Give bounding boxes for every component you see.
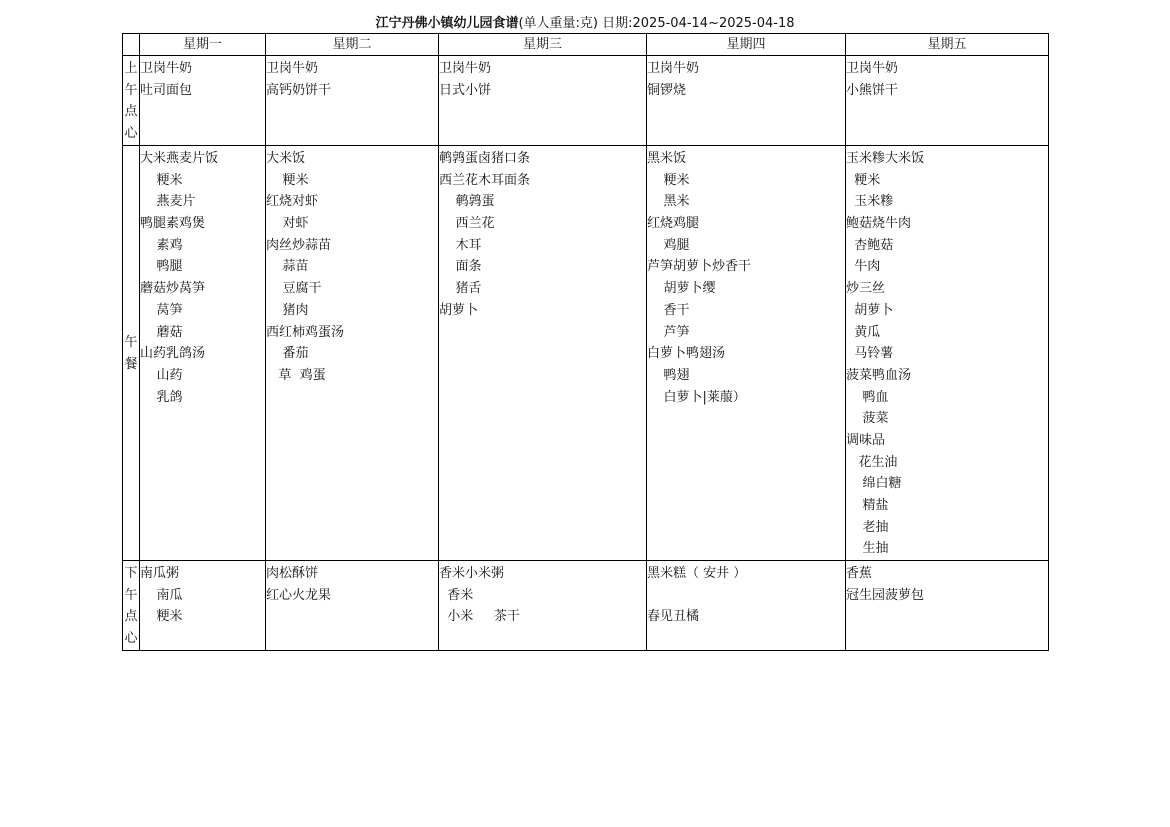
day-header-monday: 星期一 bbox=[140, 34, 266, 56]
menu-item: 粳米 bbox=[140, 609, 183, 625]
menu-item: 红烧鸡腿 bbox=[647, 216, 700, 232]
menu-item: 花生油 bbox=[846, 454, 898, 470]
menu-item: 肉丝炒蒜苗 bbox=[266, 237, 332, 253]
menu-item: 胡萝卜 bbox=[439, 302, 479, 318]
menu-item: 菠菜 bbox=[846, 411, 889, 427]
menu-item: 草 鸡蛋 bbox=[266, 367, 326, 383]
menu-item: 肉松酥饼 bbox=[266, 566, 319, 582]
menu-item: 西红柿鸡蛋汤 bbox=[266, 324, 345, 340]
menu-item: 小熊饼干 bbox=[846, 82, 899, 98]
menu-item: 绵白糖 bbox=[846, 476, 902, 492]
menu-item: 菠菜鸭血汤 bbox=[846, 367, 912, 383]
header-row bbox=[123, 34, 1049, 56]
menu-item: 粳米 bbox=[846, 172, 881, 188]
meal-label-char: 点 bbox=[124, 104, 138, 120]
meal-label-char: 午 bbox=[124, 587, 138, 603]
meal-label bbox=[123, 561, 140, 651]
menu-cell-monday bbox=[140, 146, 266, 561]
menu-item: 南瓜粥 bbox=[140, 566, 180, 582]
menu-cell-friday bbox=[846, 146, 1049, 561]
menu-item: 白萝卜鸭翅汤 bbox=[647, 346, 726, 362]
meal-label-char: 心 bbox=[124, 126, 138, 142]
corner-cell bbox=[123, 34, 140, 56]
menu-item: 生抽 bbox=[846, 541, 889, 557]
menu-cell-wednesday bbox=[439, 56, 647, 146]
menu-item: 鸭翅 bbox=[647, 367, 690, 383]
menu-item: 蒜苗 bbox=[266, 259, 309, 275]
menu-item: 老抽 bbox=[846, 519, 889, 535]
menu-item: 黑米糕（ 安井 ） bbox=[647, 566, 747, 582]
menu-item: 卫岗牛奶 bbox=[647, 61, 700, 76]
meal-label-char: 午 bbox=[124, 82, 138, 98]
menu-item: 精盐 bbox=[846, 498, 889, 513]
menu-item: 南瓜 bbox=[140, 587, 183, 603]
menu-item: 鸭血 bbox=[846, 389, 889, 405]
menu-item: 香蕉 bbox=[846, 566, 873, 582]
menu-item: 日式小饼 bbox=[439, 82, 492, 98]
menu-item: 黑米 bbox=[647, 194, 690, 210]
lunch-row bbox=[123, 146, 1049, 561]
menu-cell-thursday bbox=[647, 146, 846, 561]
menu-item: 猪舌 bbox=[439, 281, 482, 297]
menu-item: 山药 bbox=[140, 367, 183, 383]
menu-item: 卫岗牛奶 bbox=[439, 61, 492, 76]
menu-cell-thursday bbox=[647, 561, 846, 651]
meal-label bbox=[123, 56, 140, 146]
menu-cell-tuesday bbox=[266, 561, 439, 651]
kindergarten-name: 江宁丹佛小镇幼儿园食谱 bbox=[375, 16, 519, 31]
menu-item: 红烧对虾 bbox=[266, 194, 319, 210]
menu-date-range: (单人重量:克) 日期:2025-04-14~2025-04-18 bbox=[518, 16, 795, 31]
menu-cell-thursday bbox=[647, 56, 846, 146]
day-header-thursday: 星期四 bbox=[647, 34, 846, 56]
menu-item: 乳鸽 bbox=[140, 389, 183, 405]
afternoon-snack-row bbox=[123, 561, 1049, 651]
menu-cell-tuesday bbox=[266, 146, 439, 561]
menu-item: 大米饭 bbox=[266, 151, 306, 166]
menu-item: 香米 bbox=[439, 587, 474, 603]
meal-label-char: 餐 bbox=[124, 357, 138, 373]
menu-cell-monday bbox=[140, 561, 266, 651]
menu-cell-friday bbox=[846, 56, 1049, 146]
menu-item: 蘑菇 bbox=[140, 324, 183, 340]
menu-item: 胡萝卜缨 bbox=[647, 281, 716, 297]
menu-item: 杏鲍菇 bbox=[846, 237, 894, 253]
meal-label-char: 点 bbox=[124, 609, 138, 625]
menu-item bbox=[647, 585, 845, 607]
menu-item: 素鸡 bbox=[140, 237, 183, 253]
weekly-menu-table bbox=[122, 33, 1049, 651]
meal-label-char: 下 bbox=[124, 566, 138, 582]
morning-snack-row bbox=[123, 56, 1049, 146]
menu-cell-wednesday bbox=[439, 146, 647, 561]
menu-item: 牛肉 bbox=[846, 259, 881, 275]
menu-item: 面条 bbox=[439, 259, 482, 275]
menu-cell-friday bbox=[846, 561, 1049, 651]
menu-item: 粳米 bbox=[647, 172, 690, 188]
menu-item: 卫岗牛奶 bbox=[140, 61, 193, 76]
menu-item: 冠生园菠萝包 bbox=[846, 587, 925, 603]
menu-item: 玉米糁 bbox=[846, 194, 894, 210]
menu-item: 吐司面包 bbox=[140, 82, 193, 98]
menu-item: 鹌鹑蛋 bbox=[439, 194, 495, 210]
menu-item: 黄瓜 bbox=[846, 324, 881, 340]
day-header-friday: 星期五 bbox=[846, 34, 1049, 56]
menu-item: 猪肉 bbox=[266, 302, 309, 318]
menu-item: 粳米 bbox=[140, 172, 183, 188]
menu-item: 对虾 bbox=[266, 216, 309, 232]
menu-item: 燕麦片 bbox=[140, 194, 196, 210]
menu-cell-wednesday bbox=[439, 561, 647, 651]
menu-item: 铜锣烧 bbox=[647, 82, 687, 98]
menu-item: 马铃薯 bbox=[846, 346, 894, 362]
menu-item: 鸭腿素鸡煲 bbox=[140, 216, 206, 232]
menu-item: 番茄 bbox=[266, 346, 309, 362]
menu-item: 山药乳鸽汤 bbox=[140, 346, 206, 362]
menu-item: 莴笋 bbox=[140, 302, 183, 318]
menu-item: 大米燕麦片饭 bbox=[140, 151, 219, 166]
menu-item: 卫岗牛奶 bbox=[846, 61, 899, 76]
menu-item: 调味品 bbox=[846, 432, 886, 448]
meal-label-char: 上 bbox=[124, 61, 138, 76]
menu-item: 炒三丝 bbox=[846, 281, 886, 297]
menu-item: 豆腐干 bbox=[266, 281, 322, 297]
day-header-tuesday: 星期二 bbox=[266, 34, 439, 56]
menu-item: 芦笋 bbox=[647, 324, 690, 340]
menu-item: 小米 茶干 bbox=[439, 609, 520, 625]
menu-item: 春见丑橘 bbox=[647, 609, 700, 625]
menu-item: 木耳 bbox=[439, 237, 482, 253]
menu-title bbox=[0, 15, 1170, 33]
menu-item: 鲍菇烧牛肉 bbox=[846, 216, 912, 232]
menu-item: 鸡腿 bbox=[647, 237, 690, 253]
menu-item: 胡萝卜 bbox=[846, 302, 894, 318]
menu-item: 红心火龙果 bbox=[266, 587, 332, 603]
menu-item: 西兰花木耳面条 bbox=[439, 172, 531, 188]
menu-item: 蘑菇炒莴笋 bbox=[140, 281, 206, 297]
menu-item: 鸭腿 bbox=[140, 259, 183, 275]
menu-item: 黑米饭 bbox=[647, 151, 687, 166]
menu-item: 香米小米粥 bbox=[439, 566, 505, 582]
menu-item: 卫岗牛奶 bbox=[266, 61, 319, 76]
meal-label-char: 午 bbox=[124, 335, 138, 351]
meal-label-char: 心 bbox=[124, 631, 138, 647]
menu-item: 白萝卜|莱菔） bbox=[647, 389, 746, 405]
menu-item: 高钙奶饼干 bbox=[266, 82, 332, 98]
menu-cell-monday bbox=[140, 56, 266, 146]
day-header-wednesday: 星期三 bbox=[439, 34, 647, 56]
menu-item: 粳米 bbox=[266, 172, 309, 188]
menu-item: 香干 bbox=[647, 302, 690, 318]
menu-cell-tuesday bbox=[266, 56, 439, 146]
menu-item: 玉米糁大米饭 bbox=[846, 151, 925, 166]
menu-item: 西兰花 bbox=[439, 216, 495, 232]
menu-item: 芦笋胡萝卜炒香干 bbox=[647, 259, 752, 275]
meal-label bbox=[123, 146, 140, 561]
menu-item: 鹌鹑蛋卤猪口条 bbox=[439, 151, 531, 166]
